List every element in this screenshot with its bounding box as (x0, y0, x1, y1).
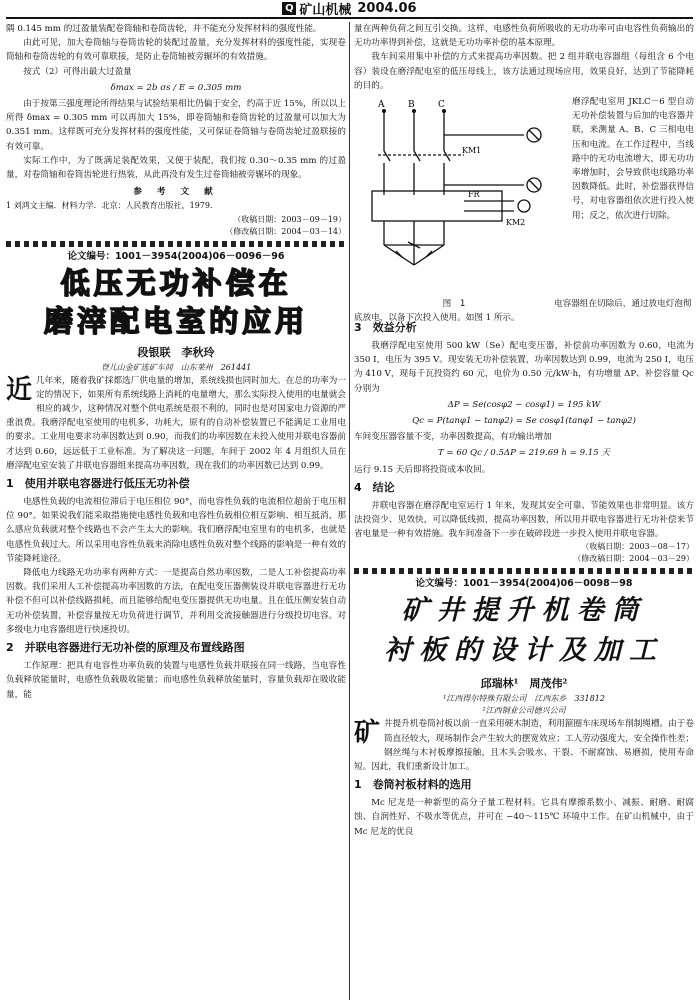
author-affiliation: 登儿山金矿选矿车间 山东莱州 261441 (100, 362, 252, 372)
figure-caption-text: 电容器组在切除后，通过放电灯泡彻底放电，以备下次投入使用。如图 1 所示。 (354, 299, 692, 324)
reference-item: 1 刘鸿文主编．材料力学．北京：人民教育出版社，1979. (6, 201, 213, 211)
relay-fr-label: FR (468, 190, 480, 200)
body-paragraph: 运行 9.15 天后即将投资成本收回。 (354, 464, 491, 475)
journal-name: 矿山机械 (299, 2, 352, 18)
formula: T = 60 Qc / 0.5ΔP = 219.69 h = 9.15 天 (437, 448, 611, 459)
section-heading: 2 并联电容器进行无功补偿的原理及布置线路图 (6, 641, 245, 655)
left-column (6, 22, 346, 1000)
section-heading: 1 卷筒衬板材料的选用 (354, 778, 472, 792)
body-paragraph: 我车间采用集中补偿的方式来提高功率因数。把 2 组并联电容器组（每组含 6 个电容）装设在磨浮配电室的低压母线上，该方法通过现场应用，效果良好，达到了节能降耗的目的。 (354, 52, 694, 91)
drop-cap: 近 (6, 374, 33, 405)
formula: δmax = 2b σs / E = 0.305 mm (110, 82, 242, 93)
body-paragraph: 降低电力线路无功功率有两种方式：一是提高自然功率因数，二是人工补偿提高功率因数。我们采用人工补偿提高功率因数的方法，在配电变压器侧装设并联电容器进行无功补偿不但可以补偿线路损耗，而且能够给配电变压器提供无功电量。且在低压侧安装自动无功补偿装置，补偿容量按无功负荷进行调节，并利用交流接触器进行分级投切电容。对多级电力电容器组进行快速投切。 (6, 568, 346, 635)
right-column (354, 22, 694, 1000)
journal-logo-icon: Q (282, 2, 296, 15)
article-authors: 邱瑞林¹ 周茂伟² (480, 677, 568, 691)
phase-a-label: A (378, 100, 385, 111)
body-paragraph: 车间变压器容量不变，功率因数提高，有功输出增加 (354, 432, 552, 443)
journal-header (0, 0, 699, 16)
article-title-line2: 衬板的设计及加工 (384, 635, 664, 667)
body-paragraph: 并联电容器在磨浮配电室运行 1 年来，发现其安全可靠、节能效果也非常明显。该方法投资少、见效快，可以降低线损，提高功率因数，所以用并联电容器进行无功补偿来节省电量是一种有效措施。我车间准备下一步在破碎段进一步投入使用并联电容器。 (354, 500, 694, 540)
formula: Qc = P(tanφ1 − tanφ2) = Se cosφ1(tanφ1 − tanφ2) (412, 416, 636, 427)
body-paragraph: 工作原理：把具有电容性功率负载的装置与电感性负载并联接在同一线路，当电容性负载释放能量时，电感性负载吸收能量；而电感性负载释放能量时，容量负载却在吸收能量，能 (6, 661, 346, 700)
article-separator (6, 241, 346, 247)
circuit-diagram (364, 95, 564, 295)
section-heading: 4 结论 (354, 480, 395, 494)
body-paragraph: 按式（2）可得出最大过盈量 (23, 66, 132, 77)
author-affiliation: ²江西铜业公司德兴公司 (482, 706, 566, 716)
column-divider (349, 22, 350, 1000)
received-date: （收稿日期：2003－08－17） (581, 542, 694, 552)
revised-date: （修改稿日期：2004－03－14） (225, 226, 346, 236)
body-paragraph: 隅 0.145 mm 的过盈量装配卷筒轴和卷筒齿轮，并不能充分发挥材料的强度性能。 (6, 24, 322, 34)
intro-block (6, 374, 346, 473)
contactor-km1-label: KM1 (462, 146, 482, 156)
article-number: 论文编号：1001－3954(2004)06－0096－96 (67, 250, 285, 262)
body-paragraph: 我磨浮配电室使用 500 kW（Se）配电变压器，补偿前功率因数为 0.60，电流为 350 I，电压为 395 V。现安装无功补偿装置，功率因数达到 0.99，电流为 250 I，电压为 410 V，现每千瓦投资约 60 元，电价为 0.50 元/kW·h，有功增量 ΔP、补偿容量 Qc 分别为 (354, 341, 694, 394)
intro-block (354, 717, 694, 774)
journal-issue: 2004.06 (357, 0, 417, 16)
body-paragraph: 由于按第三强度理论所得结果与试验结果相比仍偏于安全，约高于近 15%，所以以上所得 δmax = 0.305 mm 可以再加大 15%，即卷筒轴和卷筒齿轮的过盈量可以加大为 0.351 mm。这样既可充分发挥材料的强度性能，又可保证卷筒轴与卷筒齿轮过盈联接的有效可靠。 (6, 99, 346, 152)
header-rule (6, 17, 693, 19)
article-separator (354, 568, 694, 574)
drop-cap: 矿 (354, 718, 381, 749)
article-title-line1: 矿井提升机卷筒 (401, 595, 647, 627)
contactor-km2-label: KM2 (506, 218, 526, 228)
article-title-line2: 磨滓配电室的应用 (43, 303, 308, 338)
author-affiliation: ¹江西得尔特殊有限公司 江西东乡 331812 (443, 694, 605, 704)
body-paragraph: 电感性负载的电流相位滞后于电压相位 90°，而电容性负载的电流相位超前于电压相位 90°。如果说我们能采取措施使电感性负载和电容性负载相位相互影响、相互抵消，那么感应负载就对整个线路也不会产生太大的影响。我们磨浮配电室里有的电机多，也就是电感性负载过大。所以采用电容性负载来消除电感性负载对整个线路的影响是一种有效的节能降耗途径。 (6, 497, 346, 564)
figure-label: 图 1 (442, 299, 466, 310)
body-paragraph: 量在两种负荷之间互引交换。这样，电感性负荷所吸收的无功功率可由电容性负荷输出的无功功率得到补偿，这就是无功功率补偿的基本原理。 (354, 24, 694, 49)
intro-paragraph: 井提升机卷筒衬板以前一直采用硬木制造，利用箍圈车床现场车削制绳槽。由于卷筒直径较大，现场制作会产生较大的摆宽效应；工人劳动强度大，安全操作性差；钢丝绳与木衬板摩擦接触，且木头会吸水、干裂、不耐腐蚀、易磨损，使用寿命短。因此，我们重新设计加工。 (354, 719, 694, 773)
body-paragraph: 由此可见，加大卷筒轴与卷筒齿轮的装配过盈量，充分发挥材料的强度性能，实现卷筒轴和卷筒齿轮的有效可靠联接，是防止卷筒轴被旁辗坏的有效措施。 (6, 38, 346, 63)
phase-c-label: C (438, 100, 445, 111)
figure-caption-line (354, 297, 694, 325)
phase-b-label: B (408, 100, 415, 111)
revised-date: （修改稿日期：2004－03－29） (573, 554, 694, 564)
received-date: （收稿日期：2003－09－19） (233, 214, 346, 224)
article-number: 论文编号：1001－3954(2004)06－0098－98 (415, 578, 633, 590)
intro-paragraph: 几年来，随着我矿採都选厂供电量的增加，系统线损也同时加大。在总的功率为一定的情况下，如果所有系统线路上消耗的电量增大，那么实际投入使用的电量就会相应的减少，这种情况对整个供电系统是很不利的，同时也是对国家电力资源的严重浪费。我磨浮配电室使用的电机多、功耗大，原有的自动补偿装置已不能满足工业用电的要求。工业用电要求功率因数达到 0.90，而我们的功率因数在未投入使用并联电容器前才达到 0.60，远远低于工业标准。为了解决这一问题，车间于 2002 年 4 月组织人员在磨滓配电室安装了并联电容器组来提高功率因数，现在我们的功率因数已达到 0.99。 (6, 375, 346, 471)
figure-1 (354, 95, 694, 324)
article-authors: 段银联 李秋玲 (137, 345, 215, 359)
section-heading: 1 使用并联电容器进行低压无功补偿 (6, 477, 190, 491)
body-paragraph: Mc 尼龙是一种新型的高分子量工程材料。它具有摩擦系数小、减振、耐磨、耐腐蚀、自润性好、不吸水等优点，并可在 −40～115℃ 环境中工作。在矿山机械中，由于 Mc 尼龙的优良 (354, 798, 694, 837)
article-title-line1: 低压无功补偿在 (60, 265, 292, 300)
section-heading: 3 效益分析 (354, 321, 417, 335)
references-heading: 参 考 文 献 (133, 187, 219, 198)
formula: ΔP = Se(cosφ2 − cosφ1) = 195 kW (447, 399, 601, 410)
body-paragraph: 实际工作中，为了既满足装配效果，又便于装配，我们按 0.30～0.35 mm 的过盈量，对卷筒轴和卷筒齿轮进行热装，从此再没有发生过卷筒轴被旁辗坏的现象。 (6, 155, 346, 181)
figure-side-text: 磨浮配电室用 JKLC－6 型自动无功补偿装置与后加的电容器并联，来测量 A、B、C 三相电电压和电流。在工作过程中，当线路中的无功电流增大，即无功功率增加时，会导致供电线路功率因数降低。此时，补偿器获得信号，对电容器组依次进行投入使用；反之，依次进行切除。 (572, 97, 694, 221)
